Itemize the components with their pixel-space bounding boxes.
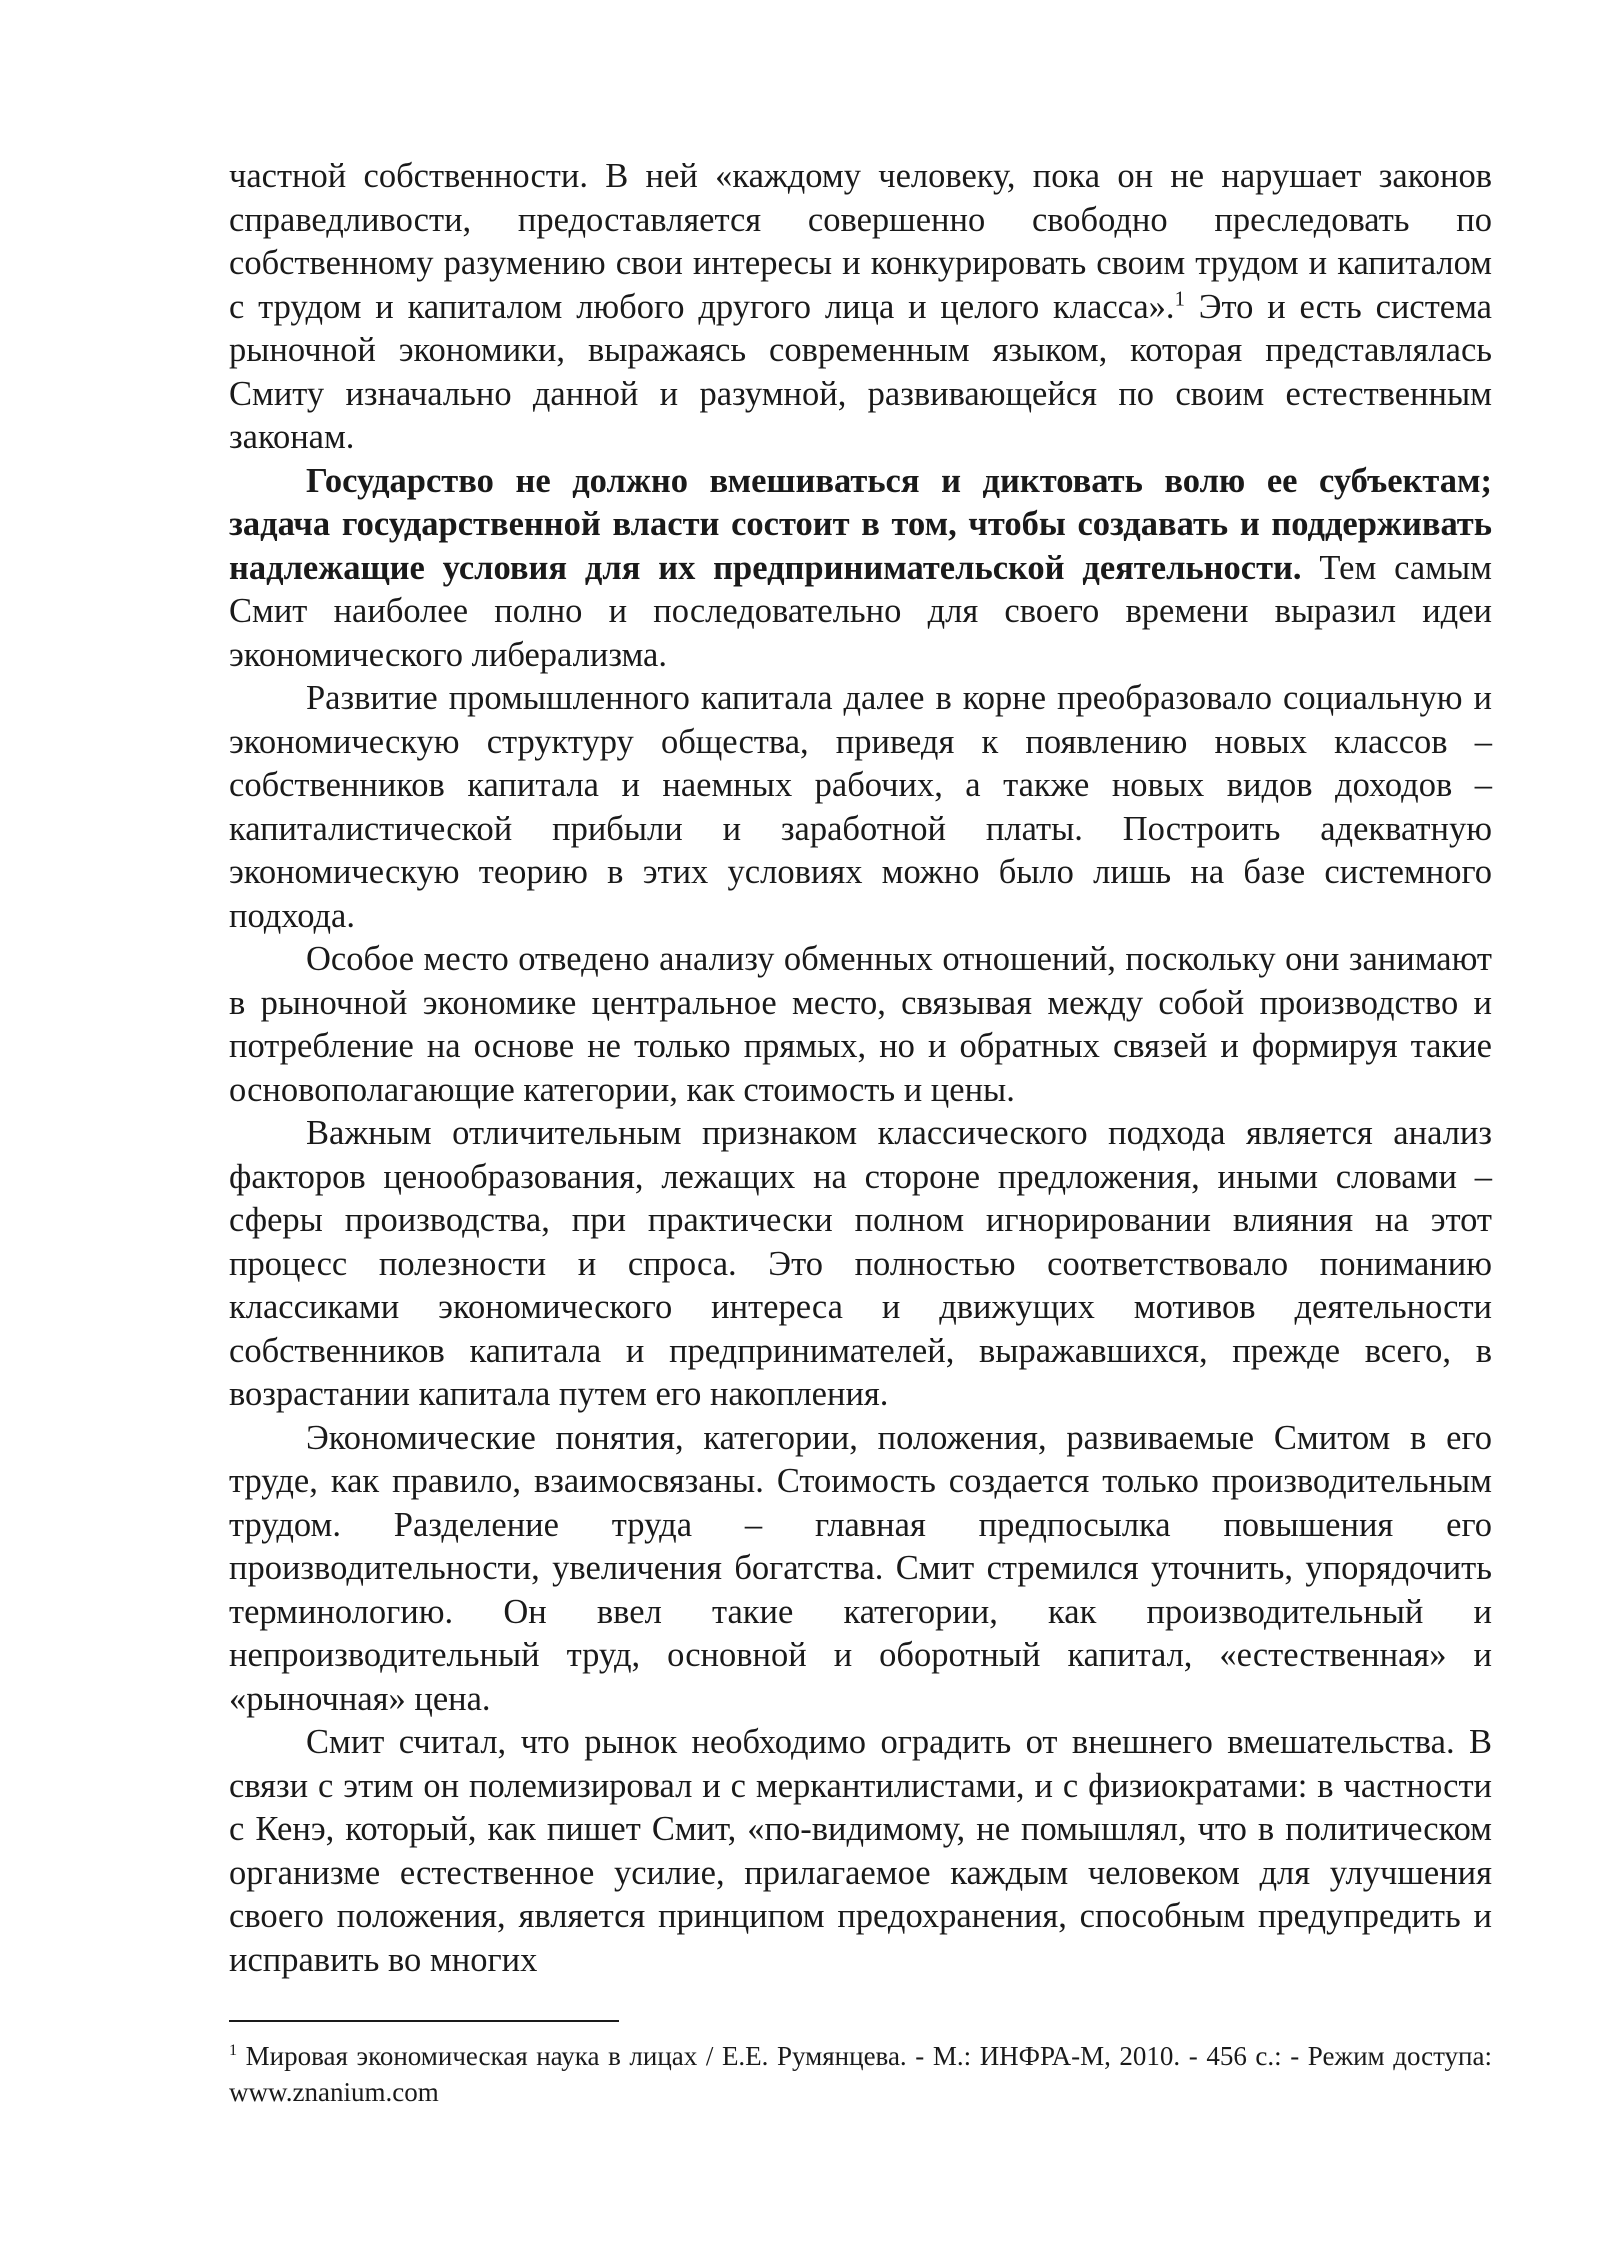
paragraph-6: Экономические понятия, категории, положения, развиваемые Смитом в его труде, как правило, взаимосвязаны. Стоимость создается только производительным трудом. Разделение труда – главная предпосылка повышения его производительности, увеличения богатства. Смит стремился уточнить, упорядочить терминологию. Он ввел такие категории, как производительный и непроизводительный труд, основной и оборотный капитал, «естественная» и «рыночная» цена. — [229, 1418, 1492, 1718]
paragraph-1-text: частной собственности. В ней «каждому человеку, пока он не нарушает законов справедливости, предоставляется совершенно свободно преследовать по собственному разумению свои интересы и конкурировать своим трудом и капиталом с трудом и капиталом любого другого лица и целого класса». — [229, 157, 1492, 326]
paragraph-5: Важным отличительным признаком классического подхода является анализ факторов ценообразования, лежащих на стороне предложения, иными словами – сферы производства, при практически полном игнорировании влияния на этот процесс полезности и спроса. Это полностью соответствовало пониманию классиками экономического интереса и движущих мотивов деятельности собственников капитала и предпринимателей, выражавшихся, прежде всего, в возрастании капитала путем его накопления. — [229, 1114, 1492, 1413]
paragraph-1-text-continued: Это и есть система рыночной экономики, выражаясь современным языком, которая представлялась Смиту изначально данной и разумной, развивающейся по своим естественным законам. — [229, 287, 1492, 456]
footnote-entry — [229, 2038, 1492, 2110]
paragraph-7: Смит считал, что рынок необходимо оградить от внешнего вмешательства. В связи с этим он полемизировал и с меркантилистами, и с физиократами: в частности с Кенэ, который, как пишет Смит, «по-видимому, не помышлял, что в политическом организме естественное усилие, прилагаемое каждым человеком для улучшения своего положения, является принципом предохранения, способным предупредить и исправить во многих — [229, 1723, 1492, 1979]
paragraph-2-text: Тем самым Смит наиболее полно и последовательно для своего времени выразил идеи экономического либерализма. — [229, 548, 1493, 674]
footnote-number: 1 — [229, 2041, 238, 2059]
paragraph-2-bold-text: Государство не должно вмешиваться и диктовать волю ее субъектам; задача государственной власти состоит в том, чтобы создавать и поддерживать надлежащие условия для их предпринимательской деятельности. — [229, 461, 1492, 587]
footnote-separator — [229, 2020, 619, 2022]
footnote — [229, 2038, 1492, 2110]
paragraph-3: Развитие промышленного капитала далее в корне преобразовало социальную и экономическую структуру общества, приведя к появлению новых классов – собственников капитала и наемных рабочих, а также новых видов доходов – капиталистической прибыли и заработной платы. Построить адекватную экономическую теорию в этих условиях можно было лишь на базе системного подхода. — [229, 679, 1492, 935]
main-text — [229, 155, 1492, 1982]
paragraph-2 — [229, 460, 1492, 678]
paragraph-4: Особое место отведено анализу обменных отношений, поскольку они занимают в рыночной экономике центральное место, связывая между собой производство и потребление на основе не только прямых, но и обратных связей и формируя такие основополагающие категории, как стоимость и цены. — [229, 940, 1492, 1109]
paragraph-1 — [229, 155, 1492, 460]
footnote-reference[interactable]: 1 — [1174, 288, 1185, 310]
footnote-text: Мировая экономическая наука в лицах / Е.Е. Румянцева. - М.: ИНФРА-М, 2010. - 456 с.: - Режим доступа: www.znanium.com — [229, 2041, 1492, 2107]
